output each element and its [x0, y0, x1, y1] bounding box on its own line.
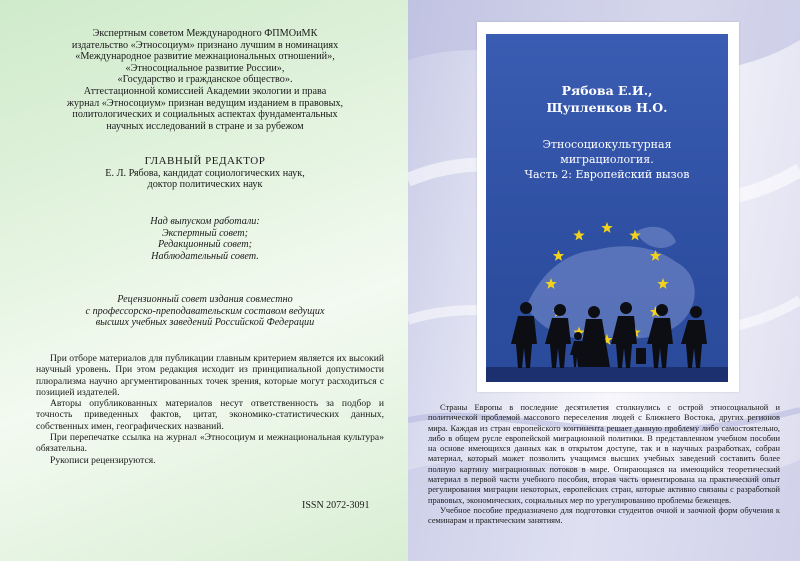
issn-number: ISSN 2072-3091: [302, 500, 370, 511]
issue-work-heading: Над выпуском работали:: [150, 216, 260, 227]
chief-editor-line: Е. Л. Рябова, кандидат социологических наук,: [105, 167, 305, 179]
awards-line: «Международное развитие межнациональных отношений»,: [75, 51, 335, 63]
cover-title: [486, 137, 728, 182]
right-page: [408, 0, 800, 561]
back-description: [428, 403, 780, 527]
cover-title-line: Этносоциокультурная: [542, 138, 672, 151]
awards-line: Экспертным советом Международного ФПМОиМК: [92, 28, 318, 39]
review-line: высших учебных заведений Российской Федерации: [95, 317, 315, 329]
cover-title-line: миграциология.: [560, 153, 654, 166]
chief-editor-heading: ГЛАВНЫЙ РЕДАКТОР: [144, 155, 266, 167]
review-line: с профессорско-преподавательским составом ведущих: [85, 305, 325, 317]
eu-star-icon: [573, 230, 584, 241]
cover-author: Щупленков Н.О.: [546, 100, 668, 115]
chief-editor-line: доктор политических наук: [147, 179, 263, 191]
policy-paragraph: Рукописи рецензируются.: [50, 454, 156, 466]
review-line: Рецензионный совет издания совместно: [117, 294, 293, 305]
policy-paragraph: При перепечатке ссылка на журнал «Этносоциум и межнациональная культура» обязательна.: [36, 432, 384, 455]
eu-emblem-with-migrants: [486, 212, 728, 382]
awards-line: издательство «Этносоциум» признано лучшим в номинациях: [71, 39, 339, 51]
description-paragraph: Учебное пособие предназначено для подготовки студентов очной и заочной форм обучения к семинарам и практическим занятиям.: [428, 505, 780, 526]
awards-line: «Государство и гражданское общество».: [117, 74, 293, 86]
cover-title-line: Часть 2: Европейский вызов: [524, 168, 690, 181]
book-cover: [486, 34, 728, 382]
issue-work-line: Редакционный совет;: [158, 239, 252, 251]
cover-authors: [486, 82, 728, 116]
eu-star-icon: [553, 250, 564, 261]
eu-star-icon: [601, 222, 612, 233]
policy-paragraph: При отборе материалов для публикации главным критерием является их высокий научный уровень. При этом редакция исходит из принципиальной допустимости плюрализма научно аргументированных точек зрения, которые могут расходиться с позицией издателей.: [36, 353, 384, 398]
issue-work-line: Наблюдательный совет.: [151, 250, 259, 262]
awards-line: журнал «Этносоциум» признан ведущим изданием в правовых,: [66, 97, 344, 109]
cover-author: Рябова Е.И.,: [561, 83, 653, 98]
book-cover-frame: [477, 22, 739, 392]
issue-work-block: [40, 216, 370, 262]
review-block: [40, 294, 370, 329]
chief-editor-block: [40, 156, 370, 191]
policy-block: [36, 353, 384, 466]
awards-line: Аттестационной комиссией Академии экологии и права: [83, 85, 327, 97]
awards-line: научных исследований в стране и за рубежом: [106, 120, 304, 132]
awards-line: «Этносоциальное развитие России»,: [125, 62, 285, 74]
awards-line: политологических и социальных аспектах фундаментальных: [72, 109, 338, 121]
policy-paragraph: Авторы опубликованных материалов несут ответственность за подбор и точность приведенных фактов, цитат, экономико-статистических данных, собственных имен, географических названий.: [36, 398, 384, 432]
issue-work-line: Экспертный совет;: [161, 227, 248, 239]
description-paragraph: Страны Европы в последние десятилетия столкнулись с острой этносоциальной и политической проблемой массового переселения людей с Ближнего Востока, других регионов мира. Каждая из стран европейского континента решает данную проблему либо самостоятельно, либо в общем русле европейской миграционной политики. В представленном учебном пособии на основе имеющихся данных как в открытом доступе, так и в научных разработках, собран материал, который может позволить учащимся высших учебных заведений составить более полную картину миграционных потоков в мире. Опирающаяся на имеющийся теоретический материал в первой части учебного пособия, вторая часть ориентирована на практический опыт регулирования миграции некоторых, европейских стран, которые активно связаны с разработкой правовых, экономических, социальных мер по урегулированию проблемы беженцев.: [428, 403, 780, 505]
awards-block: [40, 28, 370, 132]
